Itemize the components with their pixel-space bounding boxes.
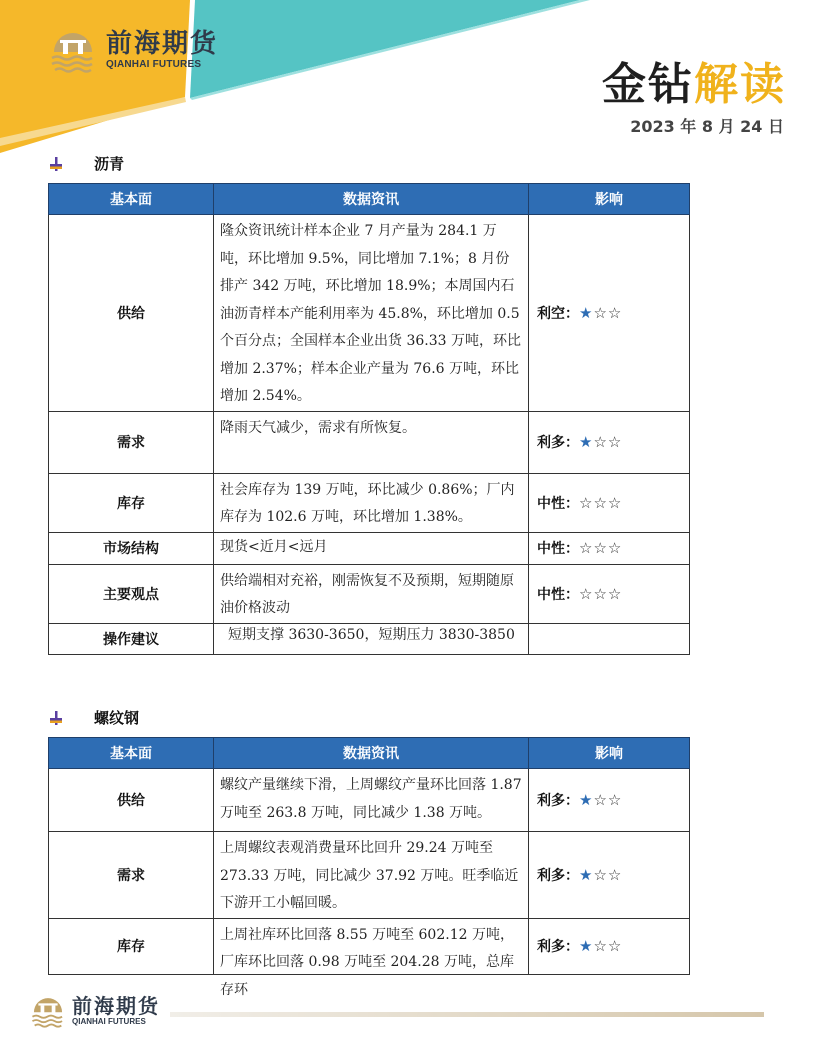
star-rating <box>579 585 622 603</box>
row-info: 短期支撑 3630-3650，短期压力 3830-3850 <box>214 623 529 654</box>
row-info: 螺纹产量继续下滑，上周螺纹产量环比回落 1.87 万吨至 263.8 万吨，同比减少 1.38 万吨。 <box>214 769 529 832</box>
row-category: 操作建议 <box>49 623 214 654</box>
star-empty-icon: ☆ <box>593 493 608 512</box>
row-category: 库存 <box>49 473 214 532</box>
row-info: 社会库存为 139 万吨，环比减少 0.86%；厂内库存为 102.6 万吨，环比增加 1.38%。 <box>214 473 529 532</box>
section-title: 螺纹钢 <box>94 709 140 727</box>
star-filled-icon: ★ <box>579 303 594 322</box>
column-header: 影响 <box>529 184 690 215</box>
table-row <box>49 411 690 473</box>
column-header: 影响 <box>529 738 690 769</box>
impact-label: 中性： <box>537 495 579 512</box>
row-category: 供给 <box>49 215 214 412</box>
star-empty-icon: ☆ <box>593 791 608 809</box>
column-header: 数据资讯 <box>214 738 529 769</box>
star-rating <box>579 433 622 451</box>
row-category: 主要观点 <box>49 564 214 623</box>
row-impact <box>529 769 690 832</box>
row-category: 市场结构 <box>49 532 214 564</box>
report-title <box>602 48 786 112</box>
star-empty-icon: ☆ <box>607 539 623 557</box>
brand-name-cn: 前海期货 <box>106 28 219 59</box>
column-header: 基本面 <box>49 184 214 215</box>
impact-label: 利多： <box>537 793 579 809</box>
row-impact <box>529 623 690 654</box>
row-impact <box>529 215 690 412</box>
row-info: 现货<近月<远月 <box>214 532 529 564</box>
footer-logo <box>28 990 160 1030</box>
row-impact <box>529 411 690 473</box>
row-impact <box>529 532 690 564</box>
table-row <box>49 473 690 532</box>
row-category: 库存 <box>49 918 214 974</box>
row-category: 供给 <box>49 769 214 832</box>
star-filled-icon: ★ <box>579 791 594 809</box>
star-empty-icon: ☆ <box>607 584 623 603</box>
rebar-table <box>48 737 690 998</box>
row-impact <box>529 473 690 532</box>
report-title-part2: 解读 <box>694 59 786 110</box>
row-category: 需求 <box>49 832 214 919</box>
star-empty-icon: ☆ <box>607 433 623 451</box>
impact-label: 中性： <box>537 541 579 557</box>
table-row <box>49 918 690 974</box>
row-info-text: 上周社库环比回落 8.55 万吨至 602.12 万吨，厂库环比回落 0.98 万吨至 204.28 万吨，总库存环 <box>220 926 514 998</box>
asphalt-table <box>48 183 690 655</box>
star-rating <box>579 937 622 955</box>
footer-brand-en: QIANHAI FUTURES <box>72 1016 146 1026</box>
row-info <box>214 918 529 998</box>
star-empty-icon: ☆ <box>579 584 594 603</box>
brand-logo <box>46 22 218 76</box>
star-empty-icon: ☆ <box>593 584 608 603</box>
star-empty-icon: ☆ <box>579 539 594 557</box>
qianhai-logo-icon <box>46 22 100 76</box>
star-empty-icon: ☆ <box>593 865 608 884</box>
table-row <box>49 769 690 832</box>
star-empty-icon: ☆ <box>607 865 623 884</box>
star-empty-icon: ☆ <box>593 433 608 451</box>
section-bullet-icon <box>48 710 64 726</box>
star-rating <box>579 539 622 557</box>
footer-brand-cn: 前海期货 <box>72 993 160 1018</box>
impact-label: 利空： <box>537 305 579 322</box>
row-impact <box>529 564 690 623</box>
table-header-row <box>49 184 690 215</box>
star-empty-icon: ☆ <box>607 493 623 512</box>
brand-name-en: QIANHAI FUTURES <box>106 58 202 70</box>
star-empty-icon: ☆ <box>579 493 594 512</box>
star-filled-icon: ★ <box>579 865 594 884</box>
table-row <box>49 832 690 919</box>
section-heading-asphalt <box>48 153 124 174</box>
star-filled-icon: ★ <box>579 433 594 451</box>
impact-label: 中性： <box>537 586 579 603</box>
table-row <box>49 623 690 654</box>
report-date: 2023 年 8 月 24 日 <box>630 117 784 136</box>
star-filled-icon: ★ <box>579 937 594 955</box>
footer-divider <box>170 1012 764 1017</box>
star-empty-icon: ☆ <box>593 937 608 955</box>
impact-label: 利多： <box>537 867 579 884</box>
star-empty-icon: ☆ <box>593 303 608 322</box>
qianhai-logo-icon <box>28 990 68 1030</box>
star-empty-icon: ☆ <box>607 791 623 809</box>
table-row <box>49 215 690 412</box>
row-info: 供给端相对充裕，刚需恢复不及预期，短期随原油价格波动 <box>214 564 529 623</box>
impact-label: 利多： <box>537 939 579 955</box>
row-impact <box>529 918 690 974</box>
section-title: 沥青 <box>94 155 125 173</box>
table-row <box>49 532 690 564</box>
section-heading-rebar <box>48 707 139 728</box>
row-info: 隆众资讯统计样本企业 7 月产量为 284.1 万吨，环比增加 9.5%，同比增加 7.1%；8 月份排产 342 万吨，环比增加 18.9%；本周国内石油沥青样本产能利用率为 45.8%，环比增加 0.5 个百分点；全国样本企业出货 36.33 万吨，环比增加 2.37%；样本企业产量为 76.6 万吨，环比增加 2.54%。 <box>214 215 529 412</box>
star-empty-icon: ☆ <box>607 303 623 322</box>
row-info: 上周螺纹表观消费量环比回升 29.24 万吨至 273.33 万吨，同比减少 37.92 万吨。旺季临近下游开工小幅回暖。 <box>214 832 529 919</box>
row-impact <box>529 832 690 919</box>
star-rating <box>579 866 622 884</box>
star-rating <box>579 304 622 322</box>
star-rating <box>579 791 622 809</box>
table-header-row <box>49 738 690 769</box>
row-info: 降雨天气减少，需求有所恢复。 <box>214 411 529 473</box>
column-header: 数据资讯 <box>214 184 529 215</box>
star-empty-icon: ☆ <box>607 937 623 955</box>
report-title-part1: 金钻 <box>602 59 694 110</box>
column-header: 基本面 <box>49 738 214 769</box>
star-empty-icon: ☆ <box>593 539 608 557</box>
row-category: 需求 <box>49 411 214 473</box>
section-bullet-icon <box>48 156 64 172</box>
table-row <box>49 564 690 623</box>
impact-label: 利多： <box>537 435 579 451</box>
star-rating <box>579 494 622 512</box>
